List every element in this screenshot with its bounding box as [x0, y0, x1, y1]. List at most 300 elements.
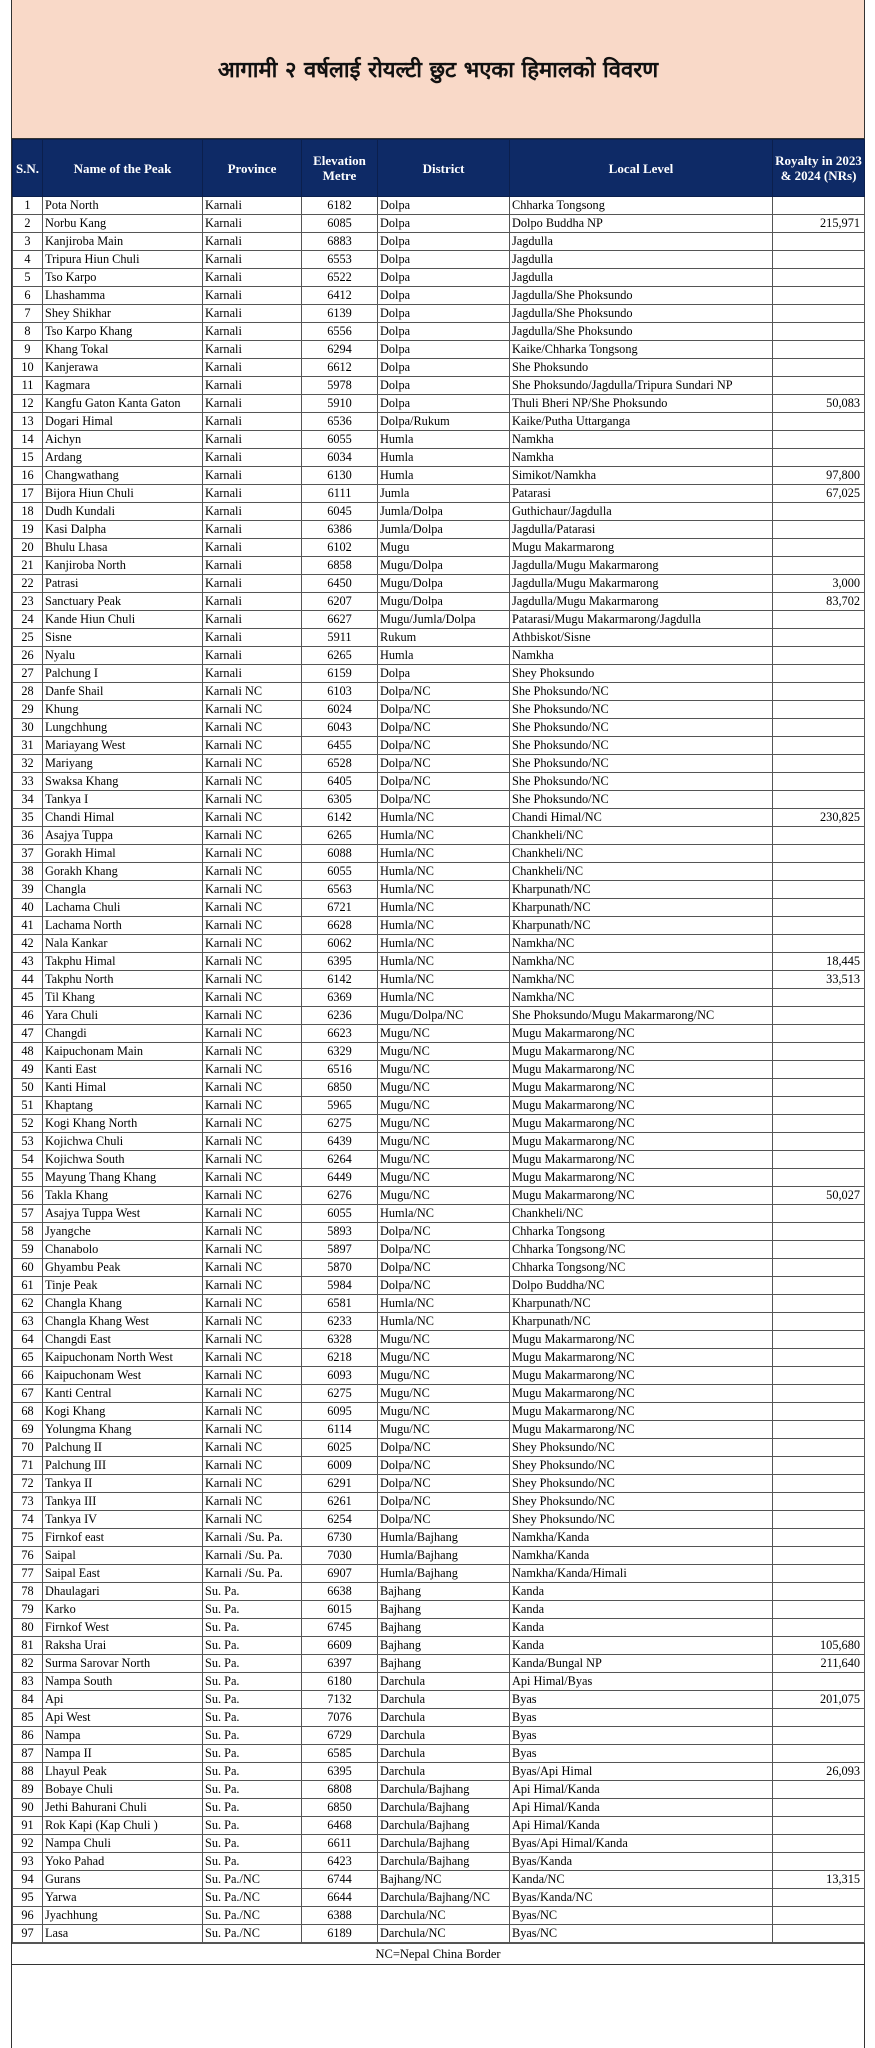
cell-royalty	[773, 1907, 865, 1925]
cell-elevation: 6850	[302, 1799, 378, 1817]
cell-district: Mugu/NC	[378, 1349, 510, 1367]
cell-district: Mugu/NC	[378, 1115, 510, 1133]
table-row	[13, 593, 865, 611]
cell-elevation: 6093	[302, 1367, 378, 1385]
cell-peak-name: Firnkof east	[43, 1529, 203, 1547]
cell-peak-name: Nampa South	[43, 1673, 203, 1691]
cell-district: Dolpa/NC	[378, 1277, 510, 1295]
cell-royalty	[773, 1673, 865, 1691]
cell-district: Mugu/NC	[378, 1403, 510, 1421]
cell-sn: 85	[13, 1709, 43, 1727]
cell-elevation: 6095	[302, 1403, 378, 1421]
cell-royalty	[773, 1025, 865, 1043]
cell-province: Karnali	[203, 323, 302, 341]
cell-local-level: Mugu Makarmarong/NC	[510, 1061, 773, 1079]
cell-district: Bajhang	[378, 1583, 510, 1601]
cell-district: Jumla/Dolpa	[378, 521, 510, 539]
cell-royalty	[773, 503, 865, 521]
cell-district: Humla/NC	[378, 989, 510, 1007]
cell-peak-name: Gurans	[43, 1871, 203, 1889]
cell-peak-name: Patrasi	[43, 575, 203, 593]
cell-peak-name: Changwathang	[43, 467, 203, 485]
cell-province: Su. Pa.	[203, 1655, 302, 1673]
cell-elevation: 6055	[302, 1205, 378, 1223]
cell-district: Dolpa/NC	[378, 1439, 510, 1457]
cell-peak-name: Api	[43, 1691, 203, 1709]
table-row	[13, 827, 865, 845]
cell-local-level: Kaike/Chharka Tongsong	[510, 341, 773, 359]
cell-local-level: Chharka Tongsong	[510, 1223, 773, 1241]
cell-local-level: Mugu Makarmarong/NC	[510, 1421, 773, 1439]
cell-peak-name: Kagmara	[43, 377, 203, 395]
cell-province: Karnali NC	[203, 881, 302, 899]
cell-peak-name: Firnkof West	[43, 1619, 203, 1637]
cell-province: Karnali NC	[203, 737, 302, 755]
cell-royalty	[773, 1205, 865, 1223]
cell-local-level: Kanda	[510, 1601, 773, 1619]
cell-sn: 37	[13, 845, 43, 863]
cell-royalty	[773, 1439, 865, 1457]
cell-sn: 53	[13, 1133, 43, 1151]
cell-royalty	[773, 1403, 865, 1421]
cell-local-level: Thuli Bheri NP/She Phoksundo	[510, 395, 773, 413]
cell-elevation: 6062	[302, 935, 378, 953]
table-row	[13, 1223, 865, 1241]
cell-peak-name: Saipal	[43, 1547, 203, 1565]
cell-sn: 49	[13, 1061, 43, 1079]
cell-peak-name: Api West	[43, 1709, 203, 1727]
cell-local-level: Namkha	[510, 449, 773, 467]
table-row	[13, 1763, 865, 1781]
cell-province: Karnali NC	[203, 809, 302, 827]
table-row	[13, 1421, 865, 1439]
cell-province: Karnali NC	[203, 1079, 302, 1097]
cell-royalty	[773, 989, 865, 1007]
title-banner	[12, 0, 864, 139]
cell-province: Karnali	[203, 269, 302, 287]
table-row	[13, 845, 865, 863]
table-row	[13, 1367, 865, 1385]
cell-province: Karnali NC	[203, 1043, 302, 1061]
cell-local-level: Mugu Makarmarong/NC	[510, 1169, 773, 1187]
cell-sn: 93	[13, 1853, 43, 1871]
cell-elevation: 6907	[302, 1565, 378, 1583]
cell-peak-name: Mariayang West	[43, 737, 203, 755]
cell-sn: 44	[13, 971, 43, 989]
cell-local-level: Mugu Makarmarong/NC	[510, 1403, 773, 1421]
table-row	[13, 1061, 865, 1079]
table-row	[13, 557, 865, 575]
cell-sn: 50	[13, 1079, 43, 1097]
cell-local-level: Byas/Api Himal	[510, 1763, 773, 1781]
cell-district: Humla/NC	[378, 953, 510, 971]
cell-province: Karnali	[203, 251, 302, 269]
cell-sn: 68	[13, 1403, 43, 1421]
cell-royalty	[773, 737, 865, 755]
table-row	[13, 1241, 865, 1259]
cell-royalty	[773, 1097, 865, 1115]
cell-peak-name: Kaipuchonam Main	[43, 1043, 203, 1061]
table-row	[13, 1673, 865, 1691]
table-row	[13, 1745, 865, 1763]
cell-peak-name: Asajya Tuppa West	[43, 1205, 203, 1223]
cell-royalty	[773, 845, 865, 863]
table-row	[13, 1349, 865, 1367]
table-row	[13, 197, 865, 215]
cell-peak-name: Kanjiroba North	[43, 557, 203, 575]
table-row	[13, 683, 865, 701]
cell-province: Su. Pa./NC	[203, 1871, 302, 1889]
cell-district: Humla	[378, 647, 510, 665]
cell-sn: 47	[13, 1025, 43, 1043]
cell-royalty: 230,825	[773, 809, 865, 827]
cell-local-level: Simikot/Namkha	[510, 467, 773, 485]
cell-royalty	[773, 449, 865, 467]
cell-peak-name: Gorakh Khang	[43, 863, 203, 881]
table-body	[13, 197, 865, 1943]
cell-local-level: Api Himal/Byas	[510, 1673, 773, 1691]
cell-local-level: Mugu Makarmarong/NC	[510, 1367, 773, 1385]
cell-peak-name: Lhashamma	[43, 287, 203, 305]
cell-elevation: 6088	[302, 845, 378, 863]
cell-district: Mugu/NC	[378, 1187, 510, 1205]
cell-royalty	[773, 287, 865, 305]
cell-royalty	[773, 251, 865, 269]
table-row	[13, 269, 865, 287]
cell-province: Karnali	[203, 431, 302, 449]
cell-local-level: Kharpunath/NC	[510, 917, 773, 935]
cell-peak-name: Kojichwa South	[43, 1151, 203, 1169]
cell-sn: 23	[13, 593, 43, 611]
cell-local-level: Shey Phoksundo/NC	[510, 1475, 773, 1493]
cell-sn: 46	[13, 1007, 43, 1025]
cell-peak-name: Danfe Shail	[43, 683, 203, 701]
cell-royalty	[773, 647, 865, 665]
cell-peak-name: Yarwa	[43, 1889, 203, 1907]
table-row	[13, 1403, 865, 1421]
table-row	[13, 575, 865, 593]
table-row	[13, 539, 865, 557]
cell-peak-name: Rok Kapi (Kap Chuli )	[43, 1817, 203, 1835]
cell-peak-name: Nampa II	[43, 1745, 203, 1763]
cell-province: Karnali NC	[203, 1277, 302, 1295]
cell-local-level: She Phoksundo/NC	[510, 701, 773, 719]
table-row	[13, 881, 865, 899]
cell-local-level: Chharka Tongsong/NC	[510, 1241, 773, 1259]
cell-royalty	[773, 1367, 865, 1385]
cell-district: Humla/Bajhang	[378, 1529, 510, 1547]
cell-sn: 25	[13, 629, 43, 647]
cell-sn: 31	[13, 737, 43, 755]
cell-peak-name: Bhulu Lhasa	[43, 539, 203, 557]
cell-sn: 87	[13, 1745, 43, 1763]
cell-peak-name: Kojichwa Chuli	[43, 1133, 203, 1151]
cell-province: Karnali NC	[203, 1061, 302, 1079]
cell-peak-name: Yara Chuli	[43, 1007, 203, 1025]
cell-peak-name: Tankya I	[43, 791, 203, 809]
cell-elevation: 5978	[302, 377, 378, 395]
cell-district: Humla/NC	[378, 1295, 510, 1313]
cell-sn: 52	[13, 1115, 43, 1133]
cell-district: Humla/NC	[378, 1313, 510, 1331]
cell-elevation: 6858	[302, 557, 378, 575]
cell-elevation: 7132	[302, 1691, 378, 1709]
cell-province: Su. Pa.	[203, 1745, 302, 1763]
table-row	[13, 1043, 865, 1061]
cell-province: Su. Pa./NC	[203, 1907, 302, 1925]
cell-royalty	[773, 539, 865, 557]
table-row	[13, 1169, 865, 1187]
table-row	[13, 1205, 865, 1223]
cell-elevation: 6721	[302, 899, 378, 917]
cell-sn: 97	[13, 1925, 43, 1943]
cell-elevation: 6556	[302, 323, 378, 341]
cell-local-level: Namkha	[510, 431, 773, 449]
table-row	[13, 1691, 865, 1709]
cell-elevation: 6369	[302, 989, 378, 1007]
cell-district: Mugu/NC	[378, 1133, 510, 1151]
cell-peak-name: Tinje Peak	[43, 1277, 203, 1295]
cell-local-level: She Phoksundo/NC	[510, 773, 773, 791]
cell-province: Karnali NC	[203, 1007, 302, 1025]
cell-sn: 58	[13, 1223, 43, 1241]
table-row	[13, 359, 865, 377]
cell-peak-name: Nyalu	[43, 647, 203, 665]
cell-province: Su. Pa.	[203, 1601, 302, 1619]
table-row	[13, 251, 865, 269]
cell-peak-name: Yolungma Khang	[43, 1421, 203, 1439]
table-row	[13, 1655, 865, 1673]
cell-peak-name: Palchung III	[43, 1457, 203, 1475]
cell-peak-name: Changdi	[43, 1025, 203, 1043]
cell-peak-name: Changla Khang West	[43, 1313, 203, 1331]
cell-local-level: Namkha/Kanda/Himali	[510, 1565, 773, 1583]
cell-province: Su. Pa.	[203, 1709, 302, 1727]
cell-district: Bajhang/NC	[378, 1871, 510, 1889]
cell-district: Jumla/Dolpa	[378, 503, 510, 521]
cell-elevation: 6395	[302, 1763, 378, 1781]
table-row	[13, 863, 865, 881]
cell-elevation: 6111	[302, 485, 378, 503]
cell-local-level: Byas	[510, 1727, 773, 1745]
cell-local-level: Mugu Makarmarong/NC	[510, 1079, 773, 1097]
cell-elevation: 6159	[302, 665, 378, 683]
cell-district: Dolpa	[378, 359, 510, 377]
table-row	[13, 1097, 865, 1115]
table-row	[13, 809, 865, 827]
cell-province: Karnali NC	[203, 1151, 302, 1169]
cell-sn: 39	[13, 881, 43, 899]
cell-province: Karnali NC	[203, 1169, 302, 1187]
cell-sn: 70	[13, 1439, 43, 1457]
cell-peak-name: Yoko Pahad	[43, 1853, 203, 1871]
cell-elevation: 6395	[302, 953, 378, 971]
cell-sn: 12	[13, 395, 43, 413]
cell-province: Karnali NC	[203, 1439, 302, 1457]
cell-local-level: Kanda	[510, 1619, 773, 1637]
cell-peak-name: Dudh Kundali	[43, 503, 203, 521]
cell-district: Dolpa/NC	[378, 683, 510, 701]
cell-province: Karnali NC	[203, 683, 302, 701]
cell-local-level: Jagdulla/She Phoksundo	[510, 305, 773, 323]
cell-royalty: 97,800	[773, 467, 865, 485]
cell-royalty: 50,027	[773, 1187, 865, 1205]
cell-elevation: 5911	[302, 629, 378, 647]
table-row	[13, 323, 865, 341]
table-row	[13, 899, 865, 917]
table-row	[13, 1079, 865, 1097]
cell-sn: 9	[13, 341, 43, 359]
cell-local-level: Byas	[510, 1709, 773, 1727]
cell-elevation: 6638	[302, 1583, 378, 1601]
table-row	[13, 1601, 865, 1619]
table-row	[13, 1331, 865, 1349]
cell-royalty	[773, 269, 865, 287]
cell-district: Mugu/NC	[378, 1367, 510, 1385]
cell-province: Su. Pa.	[203, 1619, 302, 1637]
cell-elevation: 6611	[302, 1835, 378, 1853]
cell-sn: 90	[13, 1799, 43, 1817]
cell-elevation: 6745	[302, 1619, 378, 1637]
cell-peak-name: Bijora Hiun Chuli	[43, 485, 203, 503]
cell-district: Humla/NC	[378, 971, 510, 989]
cell-province: Karnali	[203, 665, 302, 683]
table-row	[13, 449, 865, 467]
cell-sn: 57	[13, 1205, 43, 1223]
cell-province: Su. Pa.	[203, 1835, 302, 1853]
cell-elevation: 6609	[302, 1637, 378, 1655]
cell-sn: 24	[13, 611, 43, 629]
cell-local-level: Mugu Makarmarong/NC	[510, 1331, 773, 1349]
cell-local-level: She Phoksundo/Mugu Makarmarong/NC	[510, 1007, 773, 1025]
cell-elevation: 6612	[302, 359, 378, 377]
cell-royalty	[773, 1601, 865, 1619]
cell-district: Darchula/Bajhang	[378, 1817, 510, 1835]
cell-province: Karnali NC	[203, 1403, 302, 1421]
cell-province: Karnali NC	[203, 755, 302, 773]
cell-peak-name: Ardang	[43, 449, 203, 467]
cell-local-level: Patarasi/Mugu Makarmarong/Jagdulla	[510, 611, 773, 629]
table-row	[13, 287, 865, 305]
cell-peak-name: Jethi Bahurani Chuli	[43, 1799, 203, 1817]
cell-royalty	[773, 1061, 865, 1079]
cell-elevation: 6130	[302, 467, 378, 485]
cell-peak-name: Sanctuary Peak	[43, 593, 203, 611]
cell-sn: 2	[13, 215, 43, 233]
cell-district: Mugu/NC	[378, 1043, 510, 1061]
cell-sn: 16	[13, 467, 43, 485]
cell-province: Karnali	[203, 629, 302, 647]
table-row	[13, 1277, 865, 1295]
table-row	[13, 1583, 865, 1601]
table-row	[13, 1475, 865, 1493]
table-row	[13, 1817, 865, 1835]
cell-royalty	[773, 557, 865, 575]
cell-district: Humla/NC	[378, 881, 510, 899]
cell-elevation: 6275	[302, 1115, 378, 1133]
table-row	[13, 1925, 865, 1943]
cell-local-level: Byas/Kanda	[510, 1853, 773, 1871]
cell-sn: 51	[13, 1097, 43, 1115]
cell-province: Karnali NC	[203, 1457, 302, 1475]
cell-sn: 21	[13, 557, 43, 575]
table-row	[13, 1313, 865, 1331]
table-row	[13, 1511, 865, 1529]
cell-local-level: Shey Phoksundo/NC	[510, 1439, 773, 1457]
cell-peak-name: Khaptang	[43, 1097, 203, 1115]
cell-royalty	[773, 1817, 865, 1835]
cell-royalty	[773, 719, 865, 737]
cell-peak-name: Ghyambu Peak	[43, 1259, 203, 1277]
table-row	[13, 1835, 865, 1853]
cell-district: Dolpa/NC	[378, 1457, 510, 1475]
cell-elevation: 6329	[302, 1043, 378, 1061]
cell-royalty: 50,083	[773, 395, 865, 413]
cell-royalty	[773, 1529, 865, 1547]
cell-royalty	[773, 1295, 865, 1313]
cell-elevation: 6553	[302, 251, 378, 269]
cell-province: Su. Pa./NC	[203, 1889, 302, 1907]
table-row	[13, 737, 865, 755]
cell-province: Karnali NC	[203, 701, 302, 719]
cell-province: Karnali NC	[203, 1511, 302, 1529]
cell-province: Su. Pa.	[203, 1637, 302, 1655]
cell-province: Karnali NC	[203, 1223, 302, 1241]
cell-royalty	[773, 1745, 865, 1763]
table-row	[13, 1889, 865, 1907]
cell-royalty	[773, 1169, 865, 1187]
table-row	[13, 1385, 865, 1403]
cell-province: Karnali NC	[203, 1205, 302, 1223]
cell-sn: 62	[13, 1295, 43, 1313]
cell-local-level: Jagdulla	[510, 251, 773, 269]
cell-elevation: 6275	[302, 1385, 378, 1403]
cell-local-level: She Phoksundo/NC	[510, 737, 773, 755]
table-row	[13, 701, 865, 719]
cell-peak-name: Til Khang	[43, 989, 203, 1007]
cell-peak-name: Dogari Himal	[43, 413, 203, 431]
cell-province: Karnali	[203, 449, 302, 467]
cell-royalty	[773, 827, 865, 845]
table-row	[13, 971, 865, 989]
cell-elevation: 6218	[302, 1349, 378, 1367]
table-row	[13, 395, 865, 413]
cell-royalty	[773, 1835, 865, 1853]
cell-peak-name: Chanabolo	[43, 1241, 203, 1259]
cell-peak-name: Changdi East	[43, 1331, 203, 1349]
table-row	[13, 1547, 865, 1565]
cell-elevation: 5893	[302, 1223, 378, 1241]
cell-province: Karnali NC	[203, 1385, 302, 1403]
cell-sn: 91	[13, 1817, 43, 1835]
cell-province: Su. Pa.	[203, 1727, 302, 1745]
header-province: Province	[203, 140, 302, 197]
cell-peak-name: Kande Hiun Chuli	[43, 611, 203, 629]
cell-sn: 81	[13, 1637, 43, 1655]
cell-local-level: She Phoksundo/Jagdulla/Tripura Sundari NP	[510, 377, 773, 395]
table-row	[13, 215, 865, 233]
footnote: NC=Nepal China Border	[12, 1943, 864, 1965]
cell-province: Karnali	[203, 413, 302, 431]
cell-royalty	[773, 1709, 865, 1727]
cell-province: Su. Pa.	[203, 1817, 302, 1835]
cell-sn: 26	[13, 647, 43, 665]
table-row	[13, 1619, 865, 1637]
cell-province: Karnali	[203, 647, 302, 665]
cell-district: Mugu	[378, 539, 510, 557]
cell-local-level: Byas	[510, 1745, 773, 1763]
cell-sn: 45	[13, 989, 43, 1007]
